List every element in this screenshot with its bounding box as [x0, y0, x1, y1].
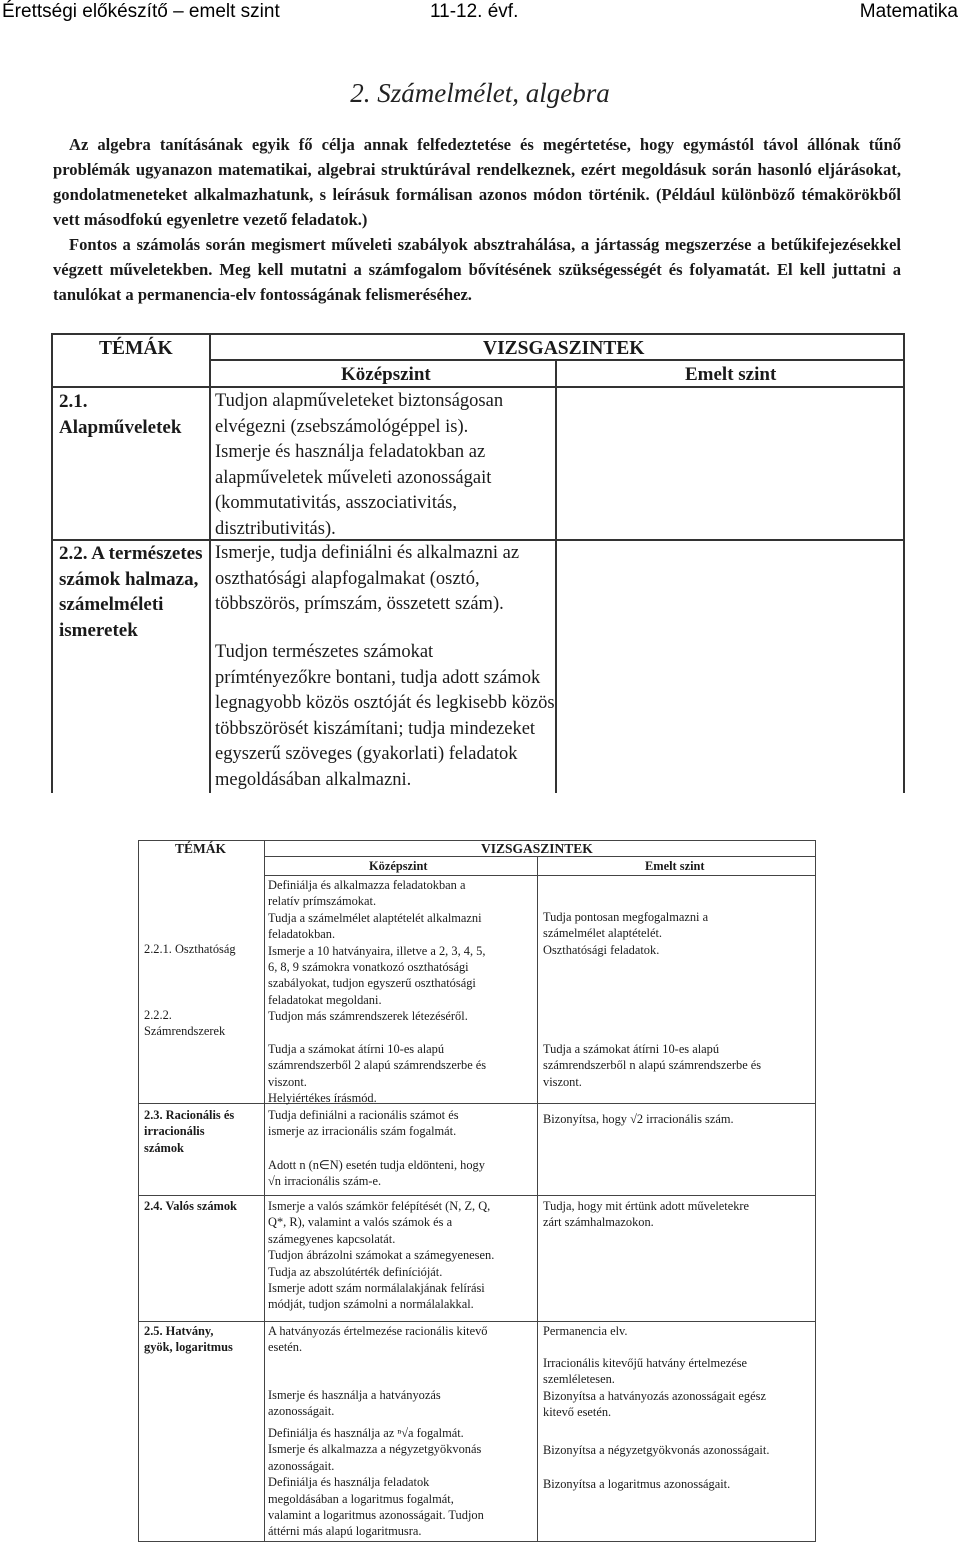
middle-level-2-1: Tudjon alapműveleteket biztonságosan elvégezni (zsebszámológéppel is). Ismerje és használja feladatokban az alapműveletek műveleti azonosságait (kommutativitás, asszociativitás, disztributivitás). — [215, 391, 504, 539]
t2-header-advanced: Emelt szint — [645, 859, 705, 873]
t2-mid-row1-b: Tudja a számokat átírni 10-es alapú számrendszerből 2 alapú számrendszerbe és viszont. Helyiértékes írásmód. — [268, 1042, 487, 1106]
t2-header-topics: TÉMÁK — [175, 841, 227, 856]
t2-adv-row3: Tudja, hogy mit értünk adott műveletekre zárt számhalmazokon. — [543, 1199, 750, 1230]
t2-adv-row1-a: Tudja pontosan megfogalmazni a számelmélet alaptételét. Oszthatósági feladatok. — [543, 910, 709, 957]
header-exam-levels: VIZSGASZINTEK — [483, 338, 645, 359]
t2-topic-oszthatosag: 2.2.1. Oszthatóság — [144, 942, 236, 956]
section-title: 2. Számelmélet, algebra — [350, 78, 610, 108]
t2-mid-row2-b: Adott n (n∈N) esetén tudja eldönteni, hogy √n irracionális szám-e. — [268, 1158, 485, 1189]
topic-2-1: 2.1. Alapműveletek — [59, 391, 182, 438]
header-advanced-level: Emelt szint — [685, 364, 777, 385]
topic-2-2: 2.2. A természetes számok halmaza, számelméleti ismeretek — [59, 543, 203, 641]
t2-mid-row1: Definiálja és alkalmazza feladatokban a relatív prímszámokat. Tudja a számelmélet alaptételét alkalmazni feladatokban. Ismerje a 10 hatványaira, illetve a 2, 3, 4, 5, 6, 8, 9 számokra vonatkozó oszthatósági szabályokat, tudjon egyszerű oszthatósági feladatokat megoldani. Tudjon más számrendszerek létezéséről. — [268, 878, 486, 1024]
intro-paragraph: Fontos a számolás során megismert műveleti szabályok absztrahálása, a jártasság megszerzése a betűkifejezésekkel végzett műveletekben. Meg kell mutatni a számfogalom bővítésének szükségességét és folyamatát. El kell juttatni a tanulókat a permanencia-elv fontosságának felismeréséhez. — [53, 235, 901, 304]
t2-mid-row4-b: Ismerje és használja a hatványozás azonosságait. — [268, 1388, 441, 1419]
t2-topic-valos: 2.4. Valós számok — [144, 1199, 237, 1213]
intro-text — [53, 132, 901, 307]
t2-adv-row2: Bizonyítsa, hogy √2 irracionális szám. — [543, 1112, 734, 1126]
t2-mid-row4-c: Definiálja és használja az ⁿ√a fogalmát. Ismerje és alkalmazza a négyzetgyökvonás azonosságait. Definiálja és használja feladatok megoldásában a logaritmus fogalmát, valamint a logaritmus azonosságait. Tudjon áttérni más alapú logaritmusra. — [268, 1426, 484, 1539]
exam-levels-table-1 — [51, 333, 905, 793]
header-left: Érettségi előkészítő – emelt szint — [2, 1, 280, 22]
t2-mid-row3: Ismerje a valós számkör felépítését (N, Z, Q, Q*, R), valamint a valós számok és a számegyenes kapcsolatát. Tudjon ábrázolni számokat a számegyenesen. Tudja az abszolútérték definícióját. Ismerje adott szám normálalakjának felírási módját, tudjon számolni a normálalakkal. — [268, 1199, 495, 1312]
t2-header-middle: Középszint — [369, 859, 428, 873]
header-right: Matematika — [859, 1, 958, 22]
t2-mid-row4-a: A hatványozás értelmezése racionális kitevő esetén. — [268, 1324, 488, 1355]
header-center: 11-12. évf. — [430, 1, 519, 22]
header-middle-level: Középszint — [341, 364, 431, 385]
t2-adv-row4-d: Bizonyítsa a logaritmus azonosságait. — [543, 1477, 731, 1491]
t2-topic-racionalis: 2.3. Racionális és irracionális számok — [144, 1108, 235, 1155]
t2-topic-szamrendszerek: 2.2.2. Számrendszerek — [144, 1008, 226, 1039]
page-header — [0, 0, 960, 26]
intro-paragraph: Az algebra tanításának egyik fő célja annak felfedeztetése és megértetése, hogy egymástól távol állónak tűnő problémák ugyanazon matematikai, algebrai struktúrával rendelkeznek, ezért megoldásuk során hasonló eljárásokat, gondolatmeneteket alkalmazhatunk, s leírásuk formálisan azonos módon történik. (Például különböző témakörökből vett másodfokú egyenletre vezető feladatok.) — [53, 135, 901, 229]
exam-levels-table-2 — [138, 840, 816, 1542]
t2-adv-row4-b: Irracionális kitevőjű hatvány értelmezése szemléletesen. Bizonyítsa a hatványozás azonosságait egész kitevő esetén. — [543, 1356, 766, 1420]
t2-adv-row1-b: Tudja a számokat átírni 10-es alapú számrendszerből n alapú számrendszerbe és viszont. — [543, 1042, 762, 1089]
t2-topic-hatvany: 2.5. Hatvány, gyök, logaritmus — [144, 1324, 233, 1355]
t2-header-exam-levels: VIZSGASZINTEK — [481, 841, 593, 856]
t2-mid-row2-a: Tudja definiálni a racionális számot és ismerje az irracionális szám fogalmát. — [268, 1108, 459, 1139]
t2-adv-row4-a: Permanencia elv. — [543, 1324, 628, 1338]
middle-level-2-2-a: Ismerje, tudja definiálni és alkalmazni az oszthatósági alapfogalmakat (osztó, többszörös, prímszám, összetett szám). — [215, 543, 520, 614]
t2-adv-row4-c: Bizonyítsa a négyzetgyökvonás azonosságait. — [543, 1443, 770, 1457]
header-topics: TÉMÁK — [99, 338, 173, 359]
middle-level-2-2-b: Tudjon természetes számokat prímtényezőkre bontani, tudja adott számok legnagyobb közös osztóját és legkisebb közös többszörösét kiszámítani; tudja mindezeket egyszerű szöveges (gyakorlati) feladatok megoldásában alkalmazni. — [215, 642, 555, 790]
